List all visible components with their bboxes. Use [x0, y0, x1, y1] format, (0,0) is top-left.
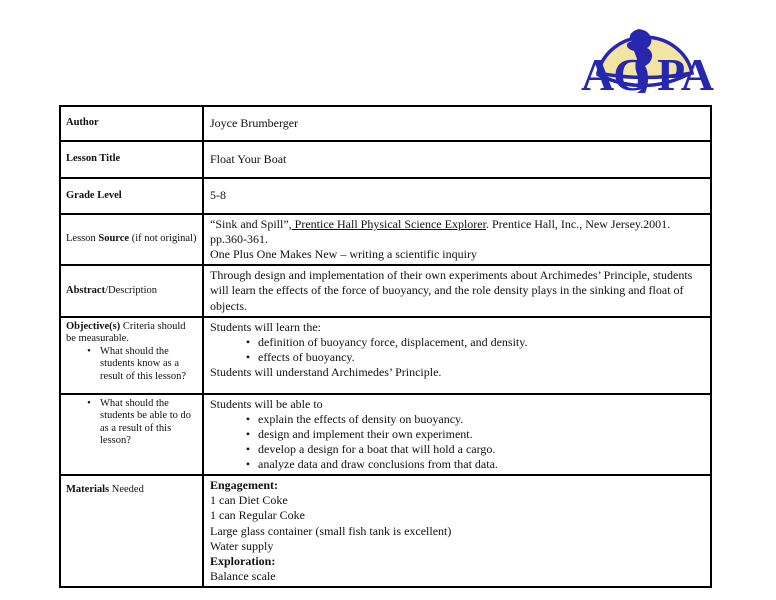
author-value-cell [203, 106, 711, 141]
logo-text-ag: AG [581, 49, 648, 100]
objectives-do-label-bullet [78, 398, 198, 448]
objectives-label-post: Criteria should be measurable. [66, 320, 186, 345]
objectives-know-bullet-2: effects of buoyancy. [258, 349, 355, 364]
citation-rest: . Prentice Hall, Inc., New Jersey.2001. pp.360-361. [210, 217, 671, 247]
bullet-icon: • [245, 441, 251, 456]
citation-book: Prentice Hall Physical Science Explorer [291, 217, 486, 231]
abstract-value: Through design and implementation of their own experiments about Archimedes’ Principle, students will learn the effects of the force of buoyancy, and the role density plays in the sinking and float of objects. [210, 268, 693, 313]
grade-level-value: 5-8 [210, 188, 226, 203]
abstract-label-bold: Abstract [66, 284, 106, 296]
abstract-label-cell [60, 265, 203, 316]
bullet-icon: • [87, 397, 91, 409]
objectives-do-question: What should the students be able to do as a result of this lesson? [100, 397, 191, 447]
lesson-source-label-post: (if not original) [129, 233, 197, 245]
objectives-know-intro: Students will learn the: [210, 319, 321, 334]
list-item [238, 442, 704, 457]
list-item [238, 427, 704, 442]
author-label: Author [66, 117, 99, 129]
lesson-source-line2: One Plus One Makes New – writing a scientific inquiry [210, 247, 477, 262]
lesson-source-value-cell [203, 214, 711, 265]
table-row-abstract [60, 265, 711, 316]
objectives-know-question: What should the students know as a result of this lesson? [100, 345, 187, 383]
lesson-title-value: Float Your Boat [210, 151, 287, 166]
list-item: 1 can Diet Coke [210, 493, 288, 508]
author-label-cell [60, 106, 203, 141]
bullet-icon: • [245, 457, 251, 472]
list-item: Water supply [210, 538, 274, 553]
materials-value-cell [203, 475, 711, 587]
lesson-plan-table [59, 105, 712, 588]
lesson-title-value-cell [203, 141, 711, 178]
bullet-icon: • [87, 345, 91, 357]
objectives-know-label-bullet [78, 346, 198, 384]
abstract-label-post: /Description [105, 284, 157, 296]
table-row-lesson-source [60, 214, 711, 265]
table-row-lesson-title [60, 141, 711, 178]
list-item: Balance scale [210, 568, 276, 583]
agpa-logo [581, 22, 713, 100]
list-item [238, 335, 704, 350]
list-item: Large glass container (small fish tank is excellent) [210, 523, 452, 538]
bullet-icon: • [245, 334, 251, 349]
list-item: 1 can Regular Coke [210, 508, 305, 523]
materials-label-post: Needed [109, 484, 144, 496]
bullet-icon: • [245, 426, 251, 441]
abstract-value-cell [203, 265, 711, 316]
lesson-title-label-cell [60, 141, 203, 178]
objectives-know-outro: Students will understand Archimedes’ Principle. [210, 364, 442, 379]
grade-level-label-cell [60, 178, 203, 214]
objectives-know-bullet-1: definition of buoyancy force, displacement, and density. [258, 334, 528, 349]
table-row-objectives-know [60, 317, 711, 394]
objectives-know-label-cell [60, 317, 203, 394]
lesson-source-citation [210, 217, 704, 247]
objectives-do-value-cell [203, 394, 711, 476]
table-row-objectives-do [60, 394, 711, 476]
materials-label-cell [60, 475, 203, 587]
objectives-do-intro: Students will be able to [210, 396, 323, 411]
objectives-do-bullet-4: analyze data and draw conclusions from that data. [258, 457, 498, 472]
objectives-do-label-cell [60, 394, 203, 476]
citation-title: “Sink and Spill”, [210, 217, 292, 231]
list-item [238, 412, 704, 427]
objectives-label-line [66, 321, 198, 346]
materials-engagement-header: Engagement: [210, 478, 278, 493]
grade-level-label: Grade Level [66, 189, 122, 201]
objectives-know-value-cell [203, 317, 711, 394]
bullet-icon: • [245, 411, 251, 426]
table-row-materials [60, 475, 711, 587]
materials-label-bold: Materials [66, 484, 110, 496]
grade-level-value-cell [203, 178, 711, 214]
objectives-do-bullet-2: design and implement their own experiment. [258, 426, 473, 441]
table-row-grade-level [60, 178, 711, 214]
lesson-source-label-bold: Source [98, 233, 130, 245]
logo-text-pa: PA [657, 49, 713, 100]
lesson-source-label-cell [60, 214, 203, 265]
objectives-label-bold: Objective(s) [66, 320, 121, 332]
bullet-icon: • [245, 349, 251, 364]
author-value: Joyce Brumberger [210, 115, 299, 130]
objectives-do-bullet-1: explain the effects of density on buoyancy. [258, 411, 464, 426]
lesson-title-label: Lesson Title [66, 153, 121, 165]
materials-exploration-header: Exploration: [210, 553, 276, 568]
table-row-author [60, 106, 711, 141]
lesson-source-label-pre: Lesson [66, 233, 99, 245]
list-item [238, 350, 704, 365]
objectives-do-bullet-3: develop a design for a boat that will hold a cargo. [258, 441, 496, 456]
list-item [238, 457, 704, 472]
